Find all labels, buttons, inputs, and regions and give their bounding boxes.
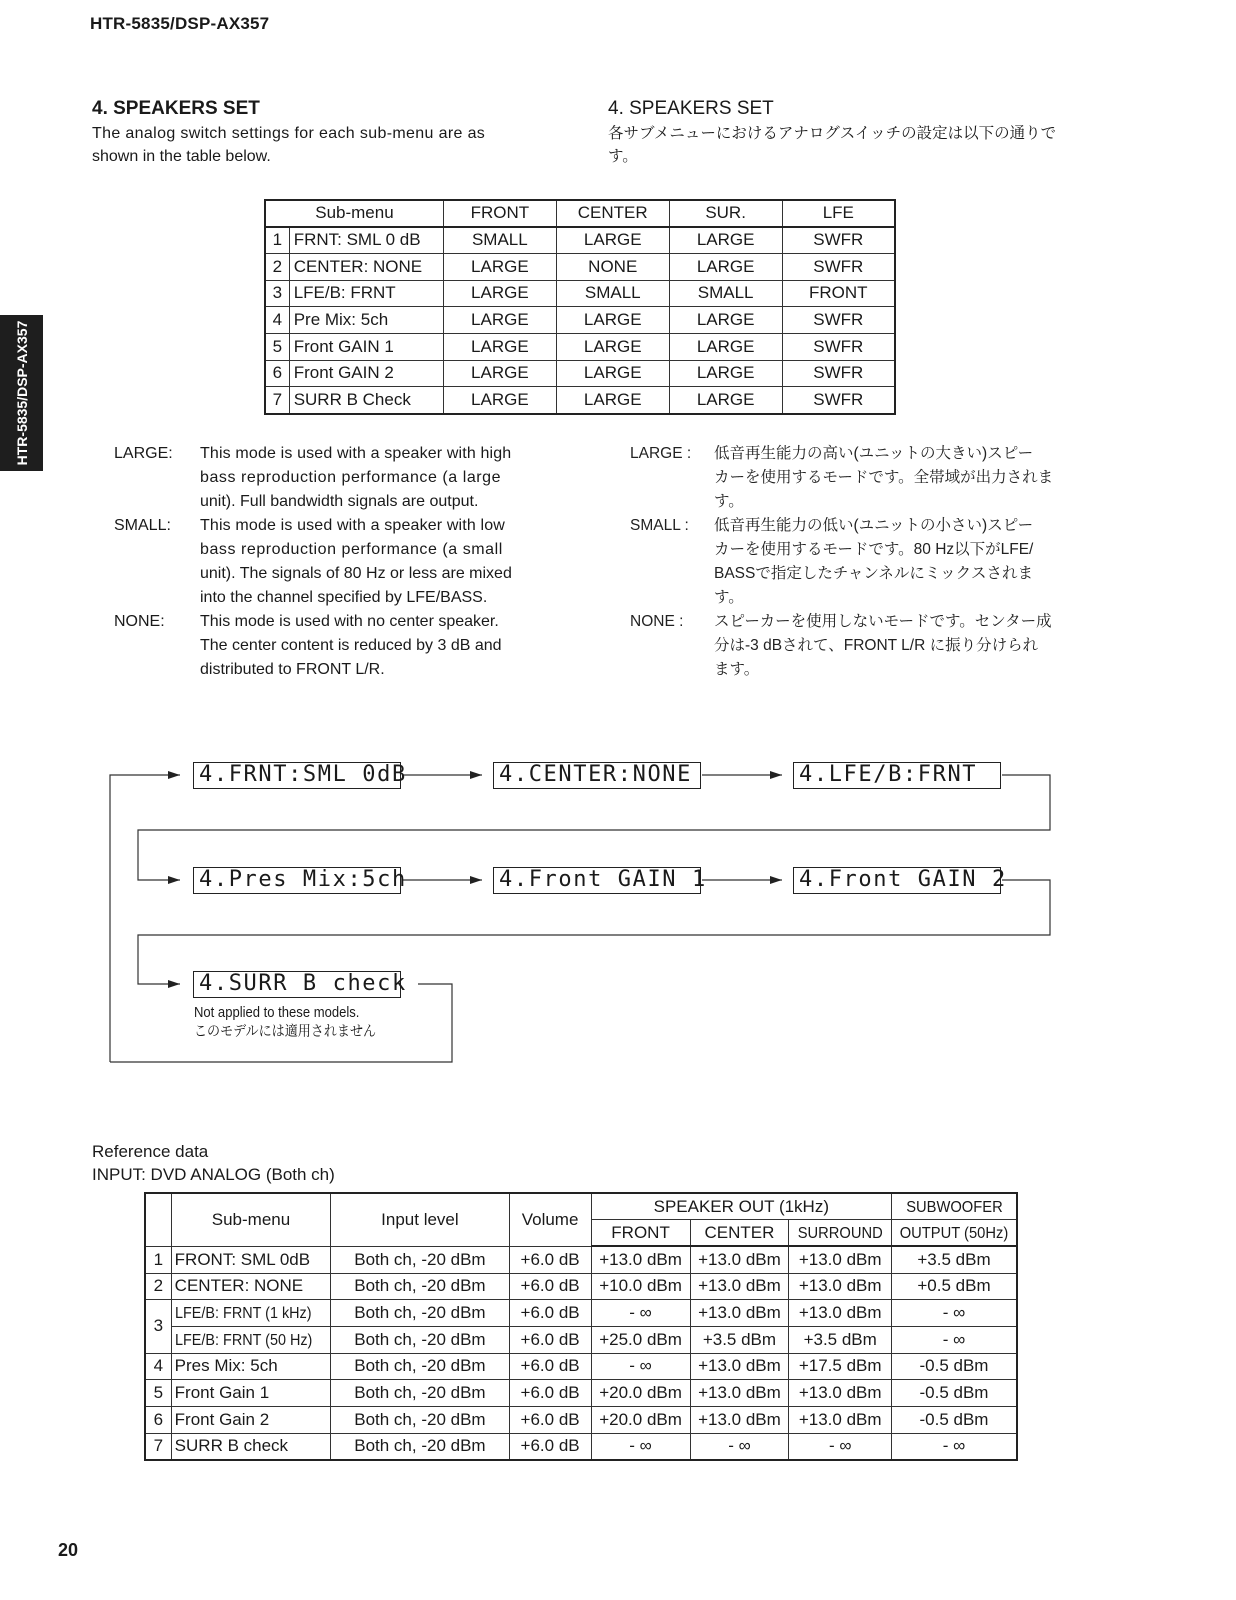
reference-header-row-1 [145,1193,1017,1220]
definition-line: This mode is used with a speaker with low [200,517,505,534]
row-sur: SMALL [669,280,782,307]
table-row [145,1326,1017,1353]
page-number: 20 [58,1540,79,1560]
row-sur: LARGE [669,387,782,414]
ref-row-submenu [171,1300,331,1327]
ref-row-volume: +6.0 dB [509,1433,591,1460]
row-front: LARGE [443,387,556,414]
ref-row-sub: +0.5 dBm [892,1273,1018,1300]
ref-row-input: Both ch, -20 dBm [331,1273,509,1300]
table-row [145,1300,1017,1327]
definition-line: 低音再生能力の高い(ユニットの大きい)スピー [714,445,1034,462]
row-submenu: CENTER: NONE [289,253,443,280]
section-title-jp: 4. SPEAKERS SET [608,98,774,119]
ref-row-center: +13.0 dBm [690,1273,789,1300]
row-center: LARGE [556,360,669,387]
row-sur: LARGE [669,333,782,360]
definition-term-jp: SMALL : [630,517,689,534]
header-submenu: Sub-menu [265,200,443,227]
definition-term: NONE: [114,613,165,630]
ref-header-surround: SURROUND [797,1224,883,1242]
ref-row-front: +13.0 dBm [591,1246,690,1273]
row-center: SMALL [556,280,669,307]
table-row [145,1433,1017,1460]
ref-row-surround: +3.5 dBm [789,1326,892,1353]
ref-row-sub: -0.5 dBm [892,1407,1018,1434]
definition-line: BASSで指定したチャンネルにミックスされま [714,565,1033,582]
row-front: LARGE [443,360,556,387]
ref-header-front: FRONT [591,1220,690,1247]
ref-row-input: Both ch, -20 dBm [331,1407,509,1434]
row-front: LARGE [443,253,556,280]
header-front: FRONT [443,200,556,227]
reference-heading [92,1140,335,1186]
ref-row-number: 1 [145,1246,171,1273]
flow-arrow [110,775,180,1062]
ref-row-front: - ∞ [591,1433,690,1460]
definition-line: This mode is used with no center speaker. [200,613,499,630]
definition-line: す。 [714,589,744,606]
ref-row-volume: +6.0 dB [509,1300,591,1327]
ref-row-surround: +13.0 dBm [789,1273,892,1300]
ref-row-number: 3 [145,1300,171,1353]
ref-header-center: CENTER [690,1220,789,1247]
ref-row-submenu-text: LFE/B: FRNT (1 kHz) [174,1305,312,1323]
row-lfe: SWFR [782,253,895,280]
definition-term: LARGE: [114,445,173,462]
definition-line: す。 [714,493,744,510]
ref-row-input: Both ch, -20 dBm [331,1246,509,1273]
intro-jp-line1: 各サブメニューにおけるアナログスイッチの設定は以下の通りで [608,125,1057,142]
intro-en-line1: The analog switch settings for each sub-menu are as [92,125,486,142]
ref-row-surround: +17.5 dBm [789,1353,892,1380]
ref-row-front: - ∞ [591,1353,690,1380]
header-blank [145,1193,171,1246]
ref-row-volume: +6.0 dB [509,1353,591,1380]
definition-line: 低音再生能力の低い(ユニットの小さい)スピー [714,517,1034,534]
ref-row-surround: +13.0 dBm [789,1246,892,1273]
ref-header-speaker-out: SPEAKER OUT (1kHz) [591,1193,891,1220]
ref-row-input: Both ch, -20 dBm [331,1380,509,1407]
ref-row-input: Both ch, -20 dBm [331,1433,509,1460]
ref-header-submenu: Sub-menu [171,1193,331,1246]
row-lfe: FRONT [782,280,895,307]
display-surr-b-check: 4.SURR B check [193,971,401,998]
definition-line: distributed to FRONT L/R. [200,661,385,678]
row-submenu: FRNT: SML 0 dB [289,227,443,254]
intro-jp-line2: す。 [608,148,638,165]
ref-row-number: 2 [145,1273,171,1300]
row-lfe: SWFR [782,360,895,387]
ref-row-number: 6 [145,1407,171,1434]
ref-row-sub: +3.5 dBm [892,1246,1018,1273]
ref-row-sub: -0.5 dBm [892,1353,1018,1380]
table-row [145,1246,1017,1273]
definition-line: bass reproduction performance (a large [200,469,502,486]
row-sur: LARGE [669,360,782,387]
row-center: LARGE [556,387,669,414]
row-lfe: SWFR [782,227,895,254]
ref-row-front: +20.0 dBm [591,1407,690,1434]
row-lfe: SWFR [782,387,895,414]
definition-line: カーを使用するモードです。80 Hz以下がLFE/ [714,541,1034,558]
flow-note [194,1004,434,1042]
row-front: SMALL [443,227,556,254]
definition-line: unit). The signals of 80 Hz or less are mixed [200,565,512,582]
note-jp: このモデルには適用されません [194,1024,377,1040]
intro-en-line2: shown in the table below. [92,148,271,165]
ref-row-input: Both ch, -20 dBm [331,1353,509,1380]
row-number: 6 [265,360,289,387]
row-sur: LARGE [669,307,782,334]
header-center: CENTER [556,200,669,227]
row-submenu: Pre Mix: 5ch [289,307,443,334]
ref-row-volume: +6.0 dB [509,1246,591,1273]
ref-row-submenu: SURR B check [171,1433,331,1460]
ref-row-input: Both ch, -20 dBm [331,1300,509,1327]
ref-row-submenu [171,1326,331,1353]
row-lfe: SWFR [782,333,895,360]
ref-header-subwoofer: SUBWOOFER [905,1198,1003,1216]
definition-line: スピーカーを使用しないモードです。センター成 [714,613,1052,630]
row-number: 4 [265,307,289,334]
display-front-gain-1: 4.Front GAIN 1 [493,867,701,894]
flow-connector [138,880,1050,984]
row-front: LARGE [443,333,556,360]
section-title-en: 4. SPEAKERS SET [92,98,260,119]
row-number: 2 [265,253,289,280]
definition-line: The center content is reduced by 3 dB and [200,637,502,654]
definition-line: ます。 [714,661,760,678]
row-number: 3 [265,280,289,307]
note-en: Not applied to these models. [194,1005,360,1021]
row-center: NONE [556,253,669,280]
definition-line: into the channel specified by LFE/BASS. [200,589,488,606]
ref-row-submenu: Front Gain 2 [171,1407,331,1434]
side-tab-label: HTR-5835/DSP-AX357 [13,320,30,466]
display-center-none: 4.CENTER:NONE [493,762,701,789]
ref-row-surround: +13.0 dBm [789,1300,892,1327]
display-front-gain-2: 4.Front GAIN 2 [793,867,1001,894]
ref-row-volume: +6.0 dB [509,1380,591,1407]
document-header-model: HTR-5835/DSP-AX357 [90,14,270,33]
table-row [145,1273,1017,1300]
row-submenu: Front GAIN 2 [289,360,443,387]
ref-row-front: +10.0 dBm [591,1273,690,1300]
table-row [145,1380,1017,1407]
ref-row-number: 7 [145,1433,171,1460]
row-sur: LARGE [669,253,782,280]
ref-row-center: +13.0 dBm [690,1407,789,1434]
row-lfe: SWFR [782,307,895,334]
ref-row-submenu: CENTER: NONE [171,1273,331,1300]
ref-row-submenu: Pres Mix: 5ch [171,1353,331,1380]
header-lfe: LFE [782,200,895,227]
ref-row-center: +3.5 dBm [690,1326,789,1353]
row-front: LARGE [443,280,556,307]
display-lfe-frnt: 4.LFE/B:FRNT [793,762,1001,789]
reference-data-table [144,1192,1018,1461]
ref-row-center: +13.0 dBm [690,1300,789,1327]
ref-row-front: - ∞ [591,1300,690,1327]
ref-row-sub: - ∞ [892,1326,1018,1353]
ref-row-submenu-text: LFE/B: FRNT (50 Hz) [174,1331,313,1349]
display-pres-mix: 4.Pres Mix:5ch [193,867,401,894]
ref-row-sub: - ∞ [892,1300,1018,1327]
ref-row-submenu: FRONT: SML 0dB [171,1246,331,1273]
ref-row-input: Both ch, -20 dBm [331,1326,509,1353]
row-submenu: SURR B Check [289,387,443,414]
definition-line: 分は-3 dBされて、FRONT L/R に振り分けられ [714,637,1039,654]
row-center: LARGE [556,333,669,360]
definition-term-jp: NONE : [630,613,684,630]
ref-row-center: - ∞ [690,1433,789,1460]
definition-line: unit). Full bandwidth signals are output. [200,493,479,510]
reference-input: INPUT: DVD ANALOG (Both ch) [92,1165,335,1184]
definition-line: This mode is used with a speaker with high [200,445,512,462]
definition-term-jp: LARGE : [630,445,692,462]
flow-connector [138,775,1050,880]
row-sur: LARGE [669,227,782,254]
ref-header-subwoofer-output: OUTPUT (50Hz) [899,1224,1009,1242]
row-front: LARGE [443,307,556,334]
definition-term: SMALL: [114,517,171,534]
ref-row-submenu: Front Gain 1 [171,1380,331,1407]
ref-row-surround: +13.0 dBm [789,1407,892,1434]
ref-row-volume: +6.0 dB [509,1407,591,1434]
row-center: LARGE [556,227,669,254]
definition-line: bass reproduction performance (a small [200,541,503,558]
ref-row-center: +13.0 dBm [690,1380,789,1407]
ref-row-sub: - ∞ [892,1433,1018,1460]
ref-row-surround: +13.0 dBm [789,1380,892,1407]
ref-row-front: +25.0 dBm [591,1326,690,1353]
ref-row-center: +13.0 dBm [690,1353,789,1380]
row-number: 5 [265,333,289,360]
ref-row-center: +13.0 dBm [690,1246,789,1273]
table-row [145,1407,1017,1434]
ref-row-front: +20.0 dBm [591,1380,690,1407]
ref-row-volume: +6.0 dB [509,1326,591,1353]
row-center: LARGE [556,307,669,334]
display-frnt-sml: 4.FRNT:SML 0dB [193,762,401,789]
row-number: 7 [265,387,289,414]
ref-row-volume: +6.0 dB [509,1273,591,1300]
reference-title: Reference data [92,1142,209,1161]
ref-row-number: 5 [145,1380,171,1407]
ref-row-surround: - ∞ [789,1433,892,1460]
ref-row-sub: -0.5 dBm [892,1380,1018,1407]
header-sur: SUR. [669,200,782,227]
row-submenu: Front GAIN 1 [289,333,443,360]
table-row [145,1353,1017,1380]
row-submenu: LFE/B: FRNT [289,280,443,307]
row-number: 1 [265,227,289,254]
ref-header-volume: Volume [509,1193,591,1246]
definition-line: カーを使用するモードです。全帯域が出力されま [714,469,1054,486]
ref-header-input-level: Input level [331,1193,509,1246]
ref-row-number: 4 [145,1353,171,1380]
